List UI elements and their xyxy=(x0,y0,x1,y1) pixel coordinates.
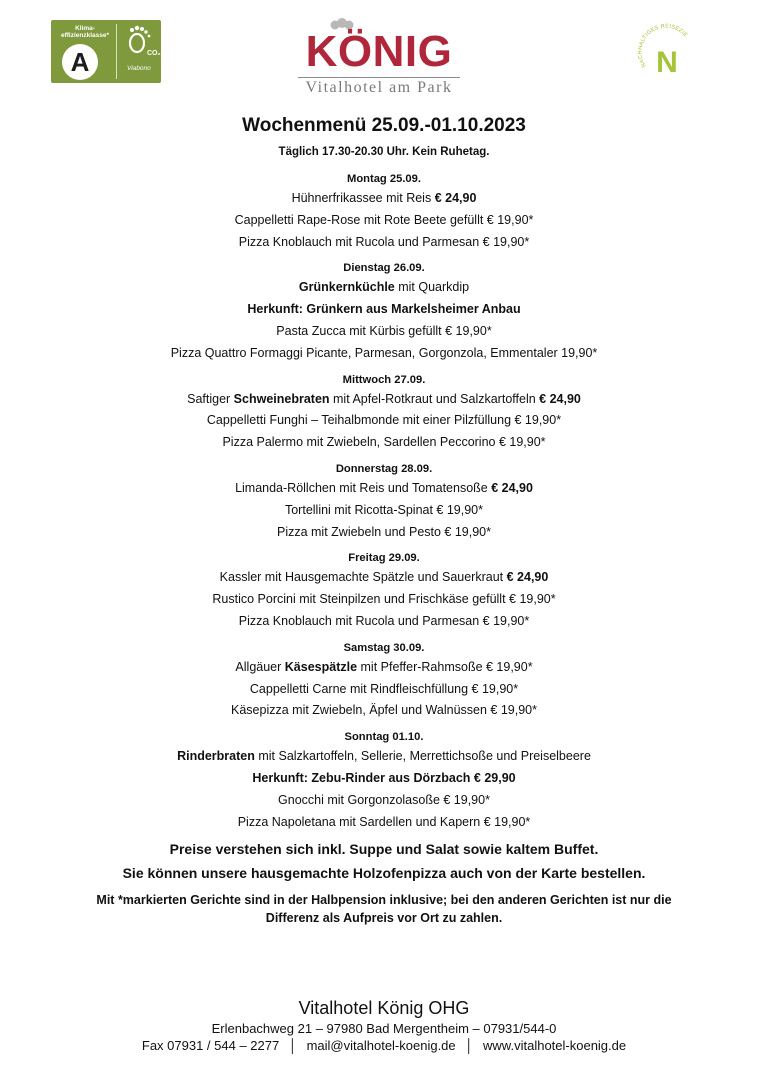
dish-item xyxy=(0,611,768,633)
day-section xyxy=(0,259,768,364)
dish-item xyxy=(0,700,768,722)
klima-signature: Viabono xyxy=(127,65,151,72)
dish-item xyxy=(0,232,768,254)
dish-item xyxy=(0,277,768,299)
separator: │ xyxy=(288,1038,297,1053)
dish-bold-text: Schweinebraten xyxy=(233,391,330,406)
dish-text: Saftiger xyxy=(187,391,234,406)
website-link[interactable]: www.vitalhotel-koenig.de xyxy=(483,1038,627,1053)
dish-text: Pasta Zucca mit Kürbis gefüllt € 19,90* xyxy=(276,323,492,338)
dish-bold-text: € 24,90 xyxy=(491,480,533,495)
dish-text: mit Salzkartoffeln, Sellerie, Merrettichsoße und Preiselbeere xyxy=(254,749,591,764)
dish-item xyxy=(0,343,768,365)
dish-text: Cappelletti Rape-Rose mit Rote Beete gefüllt € 19,90* xyxy=(234,212,534,227)
dish-item xyxy=(0,790,768,812)
dish-item xyxy=(0,812,768,834)
day-heading: Freitag 29.09. xyxy=(348,552,420,565)
dish-item xyxy=(0,768,768,790)
separator: │ xyxy=(465,1038,474,1053)
halbpension-line-1: Mit *markierten Gerichte sind in der Halbpension inklusive; bei den anderen Gerichten ist nur die xyxy=(96,893,672,908)
dish-item xyxy=(0,500,768,522)
dish-bold-text: Grünkernküchle xyxy=(298,280,395,295)
dish-item xyxy=(0,567,768,589)
dish-bold-text: € 24,90 xyxy=(506,570,549,585)
badge-divider xyxy=(116,24,117,79)
dish-text: Pizza Palermo mit Zwiebeln, Sardellen Peccorino € 19,90* xyxy=(222,435,546,450)
brand-name: KÖNIG xyxy=(305,27,453,76)
dish-text: Pizza Napoletana mit Sardellen und Kapern € 19,90* xyxy=(237,814,531,829)
dish-item xyxy=(0,478,768,500)
dish-text: mit Quarkdip xyxy=(394,280,470,295)
page-title: Wochenmenü 25.09.-01.10.2023 xyxy=(242,115,526,136)
dish-text: Pizza Quattro Formaggi Picante, Parmesan, Gorgonzola, Emmentaler 19,90* xyxy=(170,345,598,360)
dish-item xyxy=(0,389,768,411)
day-list xyxy=(0,170,768,833)
sustainability-badge-icon xyxy=(636,22,696,82)
logo-rule xyxy=(298,77,460,78)
opening-hours: Täglich 17.30-20.30 Uhr. Kein Ruhetag. xyxy=(278,146,490,158)
dish-text: Pizza Knoblauch mit Rucola und Parmesan € 19,90* xyxy=(238,613,530,628)
brand-tagline: Vitalhotel am Park xyxy=(305,79,453,96)
day-section xyxy=(0,549,768,632)
dish-item xyxy=(0,432,768,454)
day-section xyxy=(0,728,768,833)
dish-item xyxy=(0,410,768,432)
dish-text: Pizza Knoblauch mit Rucola und Parmesan € 19,90* xyxy=(238,234,530,249)
contact-line xyxy=(0,1037,768,1055)
dish-text: Cappelletti Carne mit Rindfleischfüllung € 19,90* xyxy=(249,681,519,696)
klima-badge xyxy=(51,20,161,83)
dish-text: mit Apfel-Rotkraut und Salzkartoffeln xyxy=(329,391,540,406)
price-note-line-2: Sie können unsere hausgemachte Holzofenpizza auch von der Karte bestellen. xyxy=(122,865,646,882)
halbpension-note xyxy=(0,891,768,927)
dish-text: Allgäuer xyxy=(235,659,285,674)
hotel-logo xyxy=(288,18,482,98)
co2-label: CO₂ xyxy=(147,50,161,57)
klima-label: Klima-effizienzklasse* xyxy=(60,25,110,39)
day-section xyxy=(0,371,768,454)
dish-text: Tortellini mit Ricotta-Spinat € 19,90* xyxy=(284,502,483,517)
fax-number: Fax 07931 / 544 – 2277 xyxy=(141,1038,280,1053)
dish-item xyxy=(0,210,768,232)
dish-text: Limanda-Röllchen mit Reis und Tomatensoße xyxy=(235,480,492,495)
dish-item xyxy=(0,589,768,611)
company-name: Vitalhotel König OHG xyxy=(298,998,470,1018)
email-link[interactable]: mail@vitalhotel-koenig.de xyxy=(306,1038,456,1053)
dish-text: Gnocchi mit Gorgonzolasoße € 19,90* xyxy=(278,792,490,807)
dish-item xyxy=(0,321,768,343)
dish-item xyxy=(0,746,768,768)
dish-item xyxy=(0,679,768,701)
day-heading: Samstag 30.09. xyxy=(343,641,425,654)
page-footer xyxy=(0,996,768,1055)
dish-item xyxy=(0,522,768,544)
dish-text: mit Pfeffer-Rahmsoße € 19,90* xyxy=(357,659,533,674)
dish-bold-text: € 24,90 xyxy=(539,391,581,406)
halbpension-line-2: Differenz als Aufpreis vor Ort zu zahlen. xyxy=(265,911,503,926)
badge-letter: N xyxy=(656,46,678,79)
menu-content xyxy=(0,108,768,927)
dish-item xyxy=(0,188,768,210)
day-heading: Donnerstag 28.09. xyxy=(335,462,433,475)
dish-bold-text: Herkunft: Grünkern aus Markelsheimer Anbau xyxy=(247,302,521,317)
dish-item xyxy=(0,299,768,321)
day-section xyxy=(0,460,768,543)
day-heading: Sonntag 01.10. xyxy=(344,731,424,744)
day-section xyxy=(0,170,768,253)
price-note-line-1: Preise verstehen sich inkl. Suppe und Salat sowie kaltem Buffet. xyxy=(169,841,599,858)
dish-text: Käsepizza mit Zwiebeln, Äpfel und Walnüssen € 19,90* xyxy=(231,703,537,718)
day-heading: Mittwoch 27.09. xyxy=(342,373,426,386)
dish-bold-text: Herkunft: Zebu-Rinder aus Dörzbach € 29,90 xyxy=(252,770,516,785)
dish-item xyxy=(0,657,768,679)
dish-text: Kassler mit Hausgemachte Spätzle und Sauerkraut xyxy=(219,570,507,585)
dish-bold-text: € 24,90 xyxy=(434,191,477,205)
dish-text: Rustico Porcini mit Steinpilzen und Frischkäse gefüllt € 19,90* xyxy=(212,592,556,607)
dish-bold-text: Rinderbraten xyxy=(177,749,255,764)
klima-grade: A xyxy=(62,44,98,80)
dish-text: Pizza mit Zwiebeln und Pesto € 19,90* xyxy=(276,524,491,539)
company-address: Erlenbachweg 21 – 97980 Bad Mergentheim – 07931/544-0 xyxy=(211,1021,557,1036)
dish-text: Cappelletti Funghi – Teihalbmonde mit einer Pilzfüllung € 19,90* xyxy=(206,413,562,428)
day-heading: Montag 25.09. xyxy=(347,173,421,185)
badge-arc-text: NACHHALTIGES REISEZIE xyxy=(637,23,689,69)
dish-bold-text: Käsespätzle xyxy=(284,659,358,674)
dish-text: Hühnerfrikassee mit Reis xyxy=(291,191,435,205)
day-heading: Dienstag 26.09. xyxy=(343,262,425,275)
day-section xyxy=(0,639,768,722)
